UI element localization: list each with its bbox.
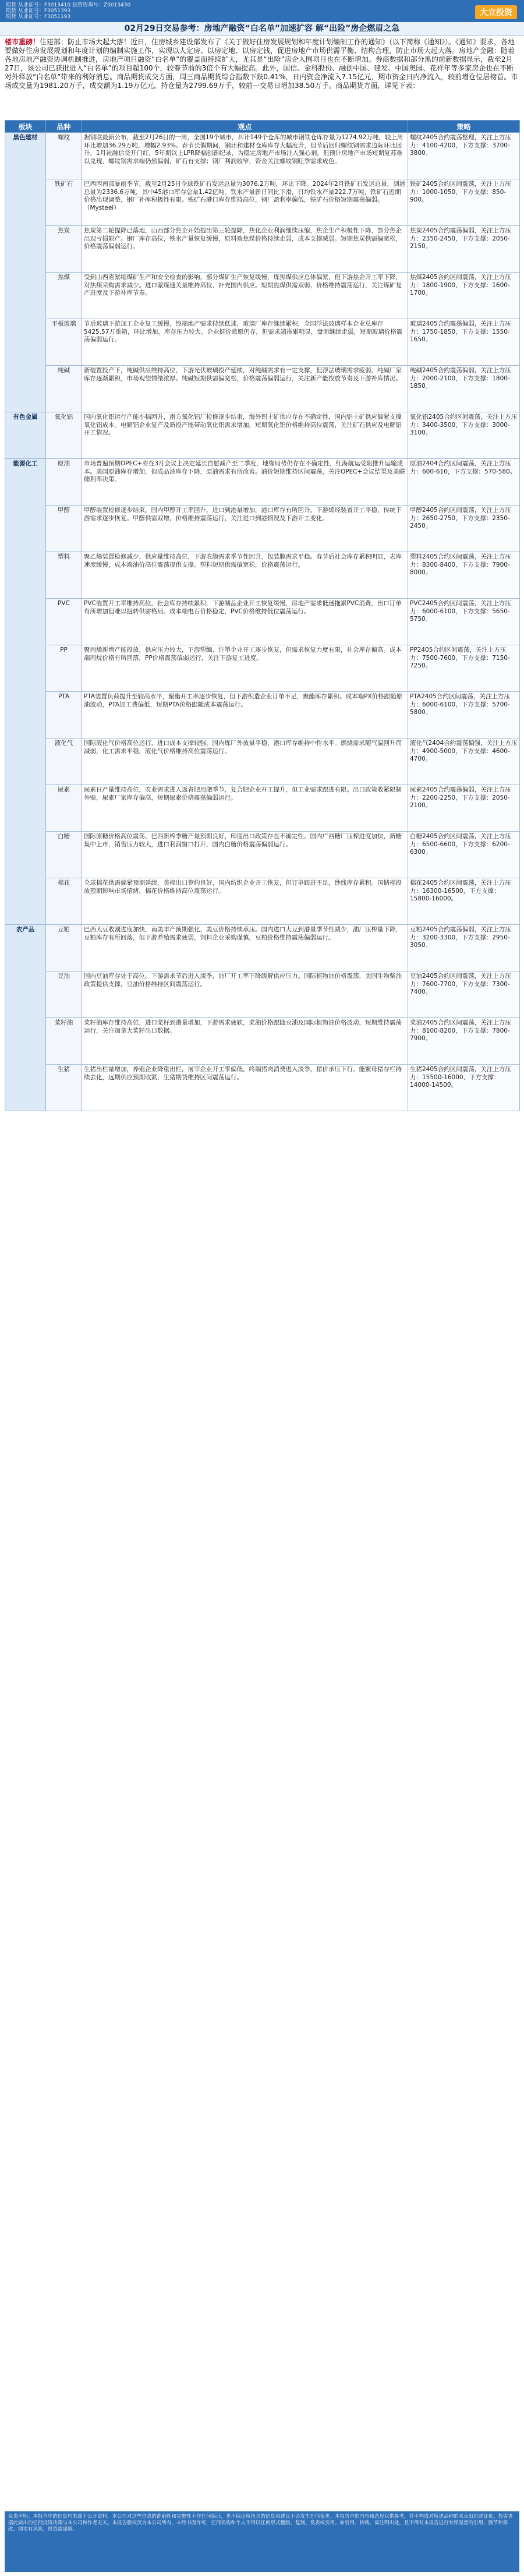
table-row	[5, 552, 520, 599]
summary-text: 住建部：防止市场大起大落！近日，住房城乡建设部发布了《关于做好住房发展规划和年度计划编制工作的通知》（以下简称《通知》）。《通知》要求，各地要做好住房发展规划和年度计划的编制实施工作，实现以人定房、以房定地、以房定钱，促进房地产市场供需平衡、结构合理，防止市场大起大落。房地产金融：随着各地房地产融资协调机制推进，房地产项目融资“白名单”的覆盖面持续扩大，尤其是“出险”房企入围项目也在不断增加。券商数据和部分黑的前新数据显示，截至2月27日，该公司已获批进入“白名单”的项目超100个，较春节前的3倍个有大幅提高。此外，国信、金科股份、融创中国、建发、中国奥园、花样年等多家房企也在不断对外释放“白名单”带来的利好消息。商品期货成交方面，周三商品期货综合指数下跌0.41%，日内资金净流入7.15亿元，期市资金日内净流入，较前增仓位居榜首。市场成交量为1981.20万手，成交额为1.19万亿元。持仓量为2799.69万手，较前一交易日增加38.50万手。商品期货方面，详见下表：	[5, 38, 518, 90]
market-summary	[5, 38, 519, 116]
variety-cell: PTA	[46, 692, 82, 738]
view-cell: 聚乙烯装置检修减少，供应量维持高位，下游农膜需求季节性回升，包装膜需求平稳。春节后社会库存累积明显，去库速度缓慢，成本端油价高位震荡提供支撑。塑料短期供需偏宽松，价格震荡运行。	[82, 552, 408, 599]
meta-line: 期货 从业证号：F3051193	[6, 14, 71, 20]
table-row	[5, 645, 520, 692]
strategy-cell: 氧化铝2405合约区间震荡，关注上方压力：3400-3500，下方支撑：3000-3100。	[408, 412, 520, 459]
strategy-cell: 液化气2404合约震荡偏强，关注上方压力：4900-5000，下方支撑：4600-4700。	[408, 738, 520, 785]
strategy-cell: 尿素2405合约震荡偏弱，关注上方压力：2200-2250，下方支撑：2050-2100。	[408, 785, 520, 832]
strategy-cell: PVC2405合约区间震荡，关注上方压力：6000-6100，下方支撑：5650-5750。	[408, 599, 520, 645]
column-header-variety: 品种	[46, 121, 82, 133]
view-cell: 甲醇装置检修逐步结束，国内甲醇开工率回升，进口到港量增加，港口库存有所回升。下游烯烃装置开工平稳，传统下游需求逐步恢复。甲醇供需双增，价格维持震荡运行，关注进口到港情况及下游开工变化。	[82, 506, 408, 552]
variety-cell: PVC	[46, 599, 82, 645]
strategy-cell: 螺纹2405合约震荡整理，关注上方压力：4100-4200，下方支撑：3700-3800。	[408, 133, 520, 179]
variety-cell: 平板玻璃	[46, 319, 82, 366]
variety-cell: 豆粕	[46, 925, 82, 971]
strategy-cell: PTA2405合约区间震荡，关注上方压力：6000-6100，下方支撑：5700-5800。	[408, 692, 520, 738]
table-row	[5, 459, 520, 506]
table-row	[5, 738, 520, 785]
disclaimer: 免责声明：本报告中的信息均来源于公开资料，本公司对这些信息的准确性和完整性不作任何保证，也不保证所包含的信息和建议不会发生任何变更。本报告中的内容和意见仅供参考，并不构成对所述品种的买卖出价或征价。投资者据此做出的任何投资决策与本公司和作者无关。本报告版权仅为本公司所有，未经书面许可，任何机构和个人不得以任何形式翻版、复制、发表或引用。如引用、转载，需注明出处，且不得对本报告进行有悖原意的引用、删节和修改。期市有风险，投资需谨慎。	[5, 2511, 519, 2572]
view-cell: 聚丙烯新增产能投放，供应压力较大，下游塑编、注塑企业开工逐步恢复，但需求恢复力度有限，社会库存偏高。成本端丙烷价格有所回落，PP价格震荡偏弱运行，关注下游复工进度。	[82, 645, 408, 692]
table-row	[5, 506, 520, 552]
view-cell: 菜籽油库存维持高位，进口菜籽到港量增加，下游需求疲软，菜油价格跟随豆油及国际植物油价格波动，短期维持震荡运行，关注加拿大菜籽出口数据。	[82, 1018, 408, 1065]
reference-table	[5, 120, 520, 1111]
strategy-cell: 铁矿2405合约区间震荡，关注上方压力：1000-1050，下方支撑：850-900。	[408, 179, 520, 226]
strategy-cell: 甲醇2405合约区间震荡，关注上方压力：2650-2750，下方支撑：2350-2450。	[408, 506, 520, 552]
sector-cell: 能源化工	[5, 459, 46, 925]
meta-line: 期货 从业证号：F3013410 投资咨询号：Z0013430	[6, 2, 131, 8]
view-cell: 巴西大豆收割进度加快，南美丰产预期强化，美豆价格持续承压。国内进口大豆到港量季节性减少，油厂压榨量下降，豆粕库存有所回落，但下游养殖需求疲弱，饲料企业采购谨慎，豆粕价格维持震荡偏弱运行。	[82, 925, 408, 971]
variety-cell: 焦煤	[46, 273, 82, 319]
view-cell: 尿素日产量维持高位，农业需求进入返青肥用肥季节，复合肥企业开工提升，但工业需求跟进有限。出口政策收紧限制外需，尿素厂家库存偏高，短期尿素价格震荡偏弱运行。	[82, 785, 408, 832]
view-cell: 据钢联最新公布，截至2月26日的一周，全国19个城市，共计149个仓库的城市钢铁仓库存量为1274.92万吨，较上周环比增加36.29万吨，增幅2.93%。春节长假期间，钢坯和建材仓库库存大幅度升，但节后回归螺纹钢需求边际环比回升，1月社融信贷开门红，5年期以上LPR降幅创新纪录，为稳定房地产市场注入强心剂，但预计房地产市场短期复苏难以兑现，螺纹钢需求端仍然偏弱，矿石有支撑；钢厂利润收窄，资金关注螺纹钢旺季需求成色。	[82, 133, 408, 179]
page-title: 02月29日交易参考：房地产融资“白名单”加速扩容 解“出险”房企燃眉之急	[0, 22, 524, 36]
variety-cell: 铁矿石	[46, 179, 82, 226]
strategy-cell: 塑料2405合约区间震荡，关注上方压力：8300-8400，下方支撑：7900-8000。	[408, 552, 520, 599]
strategy-cell: 原油2404合约区间震荡，关注上方压力：600-610，下方支撑：570-580。	[408, 459, 520, 506]
variety-cell: 螺纹	[46, 133, 82, 179]
variety-cell: 甲醇	[46, 506, 82, 552]
sector-cell: 有色金属	[5, 412, 46, 459]
table-row	[5, 273, 520, 319]
meta-line: 期货 从业证号：F3051393	[6, 8, 71, 14]
strategy-cell: 焦煤2405合约区间震荡，关注上方压力：1800-1900，下方支撑：1600-1700。	[408, 273, 520, 319]
view-cell: 市场普遍预期OPEC+将在3月会议上决定延长自愿减产至二季度，地缘局势仍存在不确定性，红海航运受阻推升运输成本。美国原油库存增加，但成品油库存下降，原油需求有所改善。油价短期维持区间震荡，关注OPEC+会议结果及美联储利率决策。	[82, 459, 408, 506]
strategy-cell: 纯碱2405合约震荡偏弱，关注上方压力：2000-2100，下方支撑：1800-1850。	[408, 366, 520, 412]
table-row	[5, 179, 520, 226]
variety-cell: 白糖	[46, 832, 82, 878]
summary-label: 楼市重磅！	[5, 38, 40, 46]
strategy-cell: 白糖2405合约区间震荡，关注上方压力：6500-6600，下方支撑：6200-6300。	[408, 832, 520, 878]
variety-cell: 生猪	[46, 1065, 82, 1111]
table-row	[5, 1018, 520, 1065]
variety-cell: 纯碱	[46, 366, 82, 412]
variety-cell: 塑料	[46, 552, 82, 599]
column-header-view: 观点	[82, 121, 408, 133]
view-cell: 国际原糖价格高位震荡，巴西新榨季糖产量预期良好，印度出口政策存在不确定性。国内广西糖厂压榨进度加快，新糖集中上市，销售压力较大，进口利润窗口打开，国内白糖价格震荡偏弱运行。	[82, 832, 408, 878]
strategy-cell: 豆粕2405合约震荡偏弱，关注上方压力：3200-3300，下方支撑：2950-3050。	[408, 925, 520, 971]
view-cell: PVC装置开工率维持高位，社会库存持续累积，下游制品企业开工恢复缓慢，房地产需求低迷拖累PVC消费，出口订单有所增加但难以扭转供需格局。成本端电石价格稳定，PVC价格维持低位震荡运行。	[82, 599, 408, 645]
variety-cell: 原油	[46, 459, 82, 506]
sector-cell: 黑色建材	[5, 133, 46, 412]
strategy-cell: 棉花2405合约区间震荡，关注上方压力：16300-16500，下方支撑：15800-16000。	[408, 878, 520, 925]
strategy-cell: 生猪2405合约区间震荡，关注上方压力：15500-16000，下方支撑：14000-14500。	[408, 1065, 520, 1111]
strategy-cell: 焦炭2405合约震荡偏弱，关注上方压力：2350-2450，下方支撑：2050-2150。	[408, 226, 520, 273]
view-cell: 新装置投产下，纯碱供应维持高位，下游光伏玻璃投产延续，对纯碱需求有一定支撑，但浮法玻璃需求疲弱，纯碱厂家库存逐渐累积，市场观望情绪浓厚。纯碱短期供需偏宽松，价格震荡偏弱运行，关注新产能投放节奏及下游补库情况。	[82, 366, 408, 412]
variety-cell: 液化气	[46, 738, 82, 785]
view-cell: 节后玻璃下游加工企业复工缓慢，终端地产需求持续低迷，玻璃厂库存继续累积，全国浮法玻璃样本企业总库存5425.57万重箱，环比增加，库存压力较大。企业挺价意愿仍存，但需求端拖累明显，盘面继续走弱，短期玻璃价格震荡偏弱运行。	[82, 319, 408, 366]
strategy-cell: PP2405合约区间震荡，关注上方压力：7500-7600，下方支撑：7150-7250。	[408, 645, 520, 692]
table-row	[5, 319, 520, 366]
table-header-row	[5, 121, 520, 133]
variety-cell: 棉花	[46, 878, 82, 925]
strategy-cell: 玻璃2405合约震荡偏弱，关注上方压力：1750-1850，下方支撑：1550-1650。	[408, 319, 520, 366]
table-row	[5, 412, 520, 459]
table-row	[5, 971, 520, 1018]
sector-cell: 农产品	[5, 925, 46, 1111]
view-cell: 国内豆油库存处于高位，下游需求节后进入淡季，油厂开工率下降缓解供应压力。国际植物油价格震荡，美国生物柴油政策提供支撑，豆油价格维持区间震荡运行。	[82, 971, 408, 1018]
column-header-strategy: 策略	[408, 121, 520, 133]
table-body	[5, 133, 520, 1111]
view-cell: 焦炭第二轮提降已落地，山西部分焦企开始提出第三轮提降，焦化企业利润继续压缩，焦企生产积极性下降，部分焦企出现亏损限产。钢厂库存高位，铁水产量恢复缓慢，原料端焦煤价格持续走弱，成本支撑减弱。短期焦炭供需偏宽松，价格震荡偏弱运行。	[82, 226, 408, 273]
variety-cell: PP	[46, 645, 82, 692]
variety-cell: 氧化铝	[46, 412, 82, 459]
table-row	[5, 366, 520, 412]
company-logo: 大立投资	[475, 5, 517, 19]
view-cell: 国际液化气价格高位运行，进口成本支撑较强，国内炼厂外放量平稳，港口库存维持中性水平。燃烧需求随气温回升而减弱，化工需求平稳，液化气价格维持高位震荡运行。	[82, 738, 408, 785]
table-row	[5, 925, 520, 971]
table-row	[5, 226, 520, 273]
variety-cell: 尿素	[46, 785, 82, 832]
view-cell: PTA装置负荷提升至较高水平，聚酯开工率逐步恢复，但下游织造企业订单不足，聚酯库存累积。成本端PX价格跟随原油波动，PTA加工费偏低，短期PTA价格跟随成本震荡运行。	[82, 692, 408, 738]
table-row	[5, 692, 520, 738]
table-row	[5, 878, 520, 925]
view-cell: 国内氧化铝运行产能小幅回升，南方氧化铝厂检修逐步结束，海外铝土矿供应存在不确定性，国内铝土矿供应偏紧支撑氧化铝成本。电解铝企业复产及新投产能带动氧化铝需求增加，短期氧化铝价格维持高位震荡，关注矿石供应及电解铝开工情况。	[82, 412, 408, 459]
view-cell: 受到山西省紧缩煤矿生产和安全检查的影响，部分煤矿生产恢复缓慢，炼焦煤供应总体偏紧，但下游焦企开工率下降，对焦煤采购需求减少。进口蒙煤通关量维持高位，补充国内供应。短期焦煤供需双弱，价格维持震荡运行，关注煤矿复产进度及下游补库节奏。	[82, 273, 408, 319]
table-row	[5, 832, 520, 878]
column-header-sector: 板块	[5, 121, 46, 133]
table-row	[5, 133, 520, 179]
table-row	[5, 785, 520, 832]
strategy-cell: 豆油2405合约区间震荡，关注上方压力：7600-7700，下方支撑：7300-7400。	[408, 971, 520, 1018]
analyst-meta	[6, 2, 130, 20]
strategy-cell: 菜油2405合约区间震荡，关注上方压力：8100-8200，下方支撑：7800-7900。	[408, 1018, 520, 1065]
variety-cell: 豆油	[46, 971, 82, 1018]
table-row	[5, 1065, 520, 1111]
view-cell: 巴西西南部暴雨季节，截至2月25日全球铁矿石发运总量为3076.2万吨，环比下降。2024年2月铁矿石发运总量，到港总量为2336.6万吨，其中45港口库存总量1.42亿吨。铁水产量新日同比下滑，日均铁水产量222.7万吨，铁矿石近期价格出现调整，钢厂补库积极性有限。铁矿石港口库存维持高位，钢厂盈利率偏低，铁矿石价格短期震荡偏弱。（Mysteel）	[82, 179, 408, 226]
variety-cell: 焦炭	[46, 226, 82, 273]
view-cell: 生猪出栏量增加，养殖企业降重出栏，屠宰企业开工率偏低，终端猪肉消费进入淡季，猪价承压下行。能繁母猪存栏持续去化，远期供应预期收紧，生猪期货维持区间震荡运行。	[82, 1065, 408, 1111]
report-header	[0, 0, 524, 22]
variety-cell: 菜籽油	[46, 1018, 82, 1065]
view-cell: 全球棉花供需偏紧预期延续，美棉出口签约良好，国内纺织企业开工恢复，但订单跟进不足，纱线库存累积。国储棉投放预期影响市场情绪，棉花价格维持高位震荡运行。	[82, 878, 408, 925]
table-row	[5, 599, 520, 645]
